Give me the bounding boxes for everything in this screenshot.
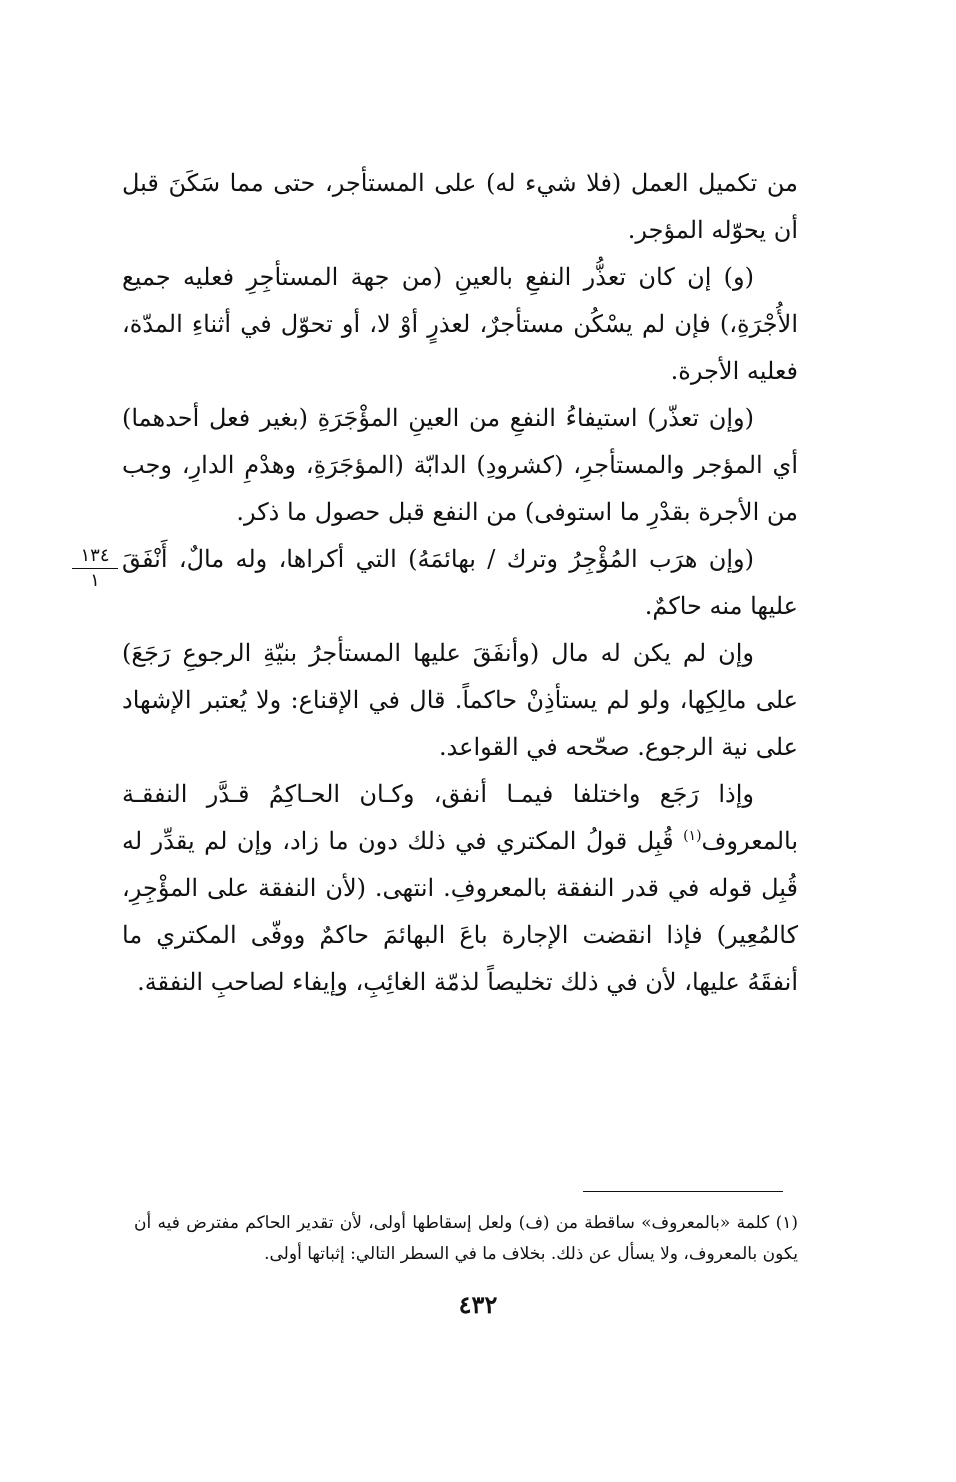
- page-number: ٤٣٢: [458, 1290, 498, 1319]
- paragraph-6-part-2: قُبِل قولُ المكتري في ذلك دون ما زاد، وإن لم يقدِّر له قُبِل قوله في قدر النفقة بالمعروفِ. انتهى. (لأن النفقة على المؤْجِرِ، كالمُعِير) فإذا انقضت الإجارة باعَ البهائمَ حاكمٌ ووفّى المكتري ما أنفقَهُ عليها، لأن في ذلك تخليصاً لذمّة الغائِبِ، وإيفاء لصاحبِ النفقة.: [122, 827, 799, 996]
- paragraph-1: من تكميل العمل (فلا شيء له) على المستأجر، حتى مما سَكَنَ قبل أن يحوّله المؤجر.: [122, 169, 798, 244]
- footnote-reference[interactable]: (١): [683, 828, 702, 844]
- paragraph-5: وإن لم يكن له مال (وأنفَقَ عليها المستأجرُ بنيّةِ الرجوعِ رَجَعَ) على مالِكِها، ولو لم يستأذِنْ حاكماً. قال في الإقناع: ولا يُعتبر الإشهاد على نية الرجوع. صحّحه في القواعد.: [122, 639, 798, 761]
- footnote-divider: [583, 1191, 783, 1192]
- paragraph-4: (وإن هرَب المُؤْجِرُ وترك / بهائمَهُ) التي أكراها، وله مالٌ، أَنْفَقَ عليها منه حاكمٌ.: [122, 545, 798, 620]
- manuscript-folio-note: [72, 546, 118, 591]
- paragraph-3: (وإن تعذّر) استيفاءُ النفعِ من العينِ المؤْجَرَةِ (بغير فعل أحدهما) أي المؤجر والمستأجرِ، (كشرودِ) الدابّة (المؤجَرَةِ، وهدْمِ الدارِ، وجب من الأجرة بقدْرِ ما استوفى) من النفع قبل حصول ما ذكر.: [122, 404, 798, 526]
- folio-side: ١: [90, 570, 100, 591]
- paragraph-2: (و) إن كان تعذُّر النفعِ بالعينِ (من جهة المستأجِرِ فعليه جميع الأُجْرَةِ،) فإن لم يسْكُن مستأجرٌ، لعذرٍ أوْ لا، أو تحوّل في أثناءِ المدّة، فعليه الأجرة.: [122, 263, 798, 385]
- footnote-1: (١) كلمة «بالمعروف» ساقطة من (ف) ولعل إسقاطها أولى، لأن تقدير الحاكم مفترض فيه أن يكون بالمعروف، ولا يسأل عن ذلك. بخلاف ما في السطر التالي: إثباتها أولى.: [134, 1213, 798, 1264]
- main-text-block: [122, 160, 798, 1006]
- paragraph-6: [122, 771, 798, 1006]
- footnote-block: [134, 1208, 798, 1270]
- folio-number: ١٣٤: [72, 546, 118, 569]
- paragraph-6-part-1: وإذا رَجَع واختلفا فيمـا أنفق، وكـان الحـاكِمُ قـدَّر النفقـة بالمعروف: [122, 780, 798, 855]
